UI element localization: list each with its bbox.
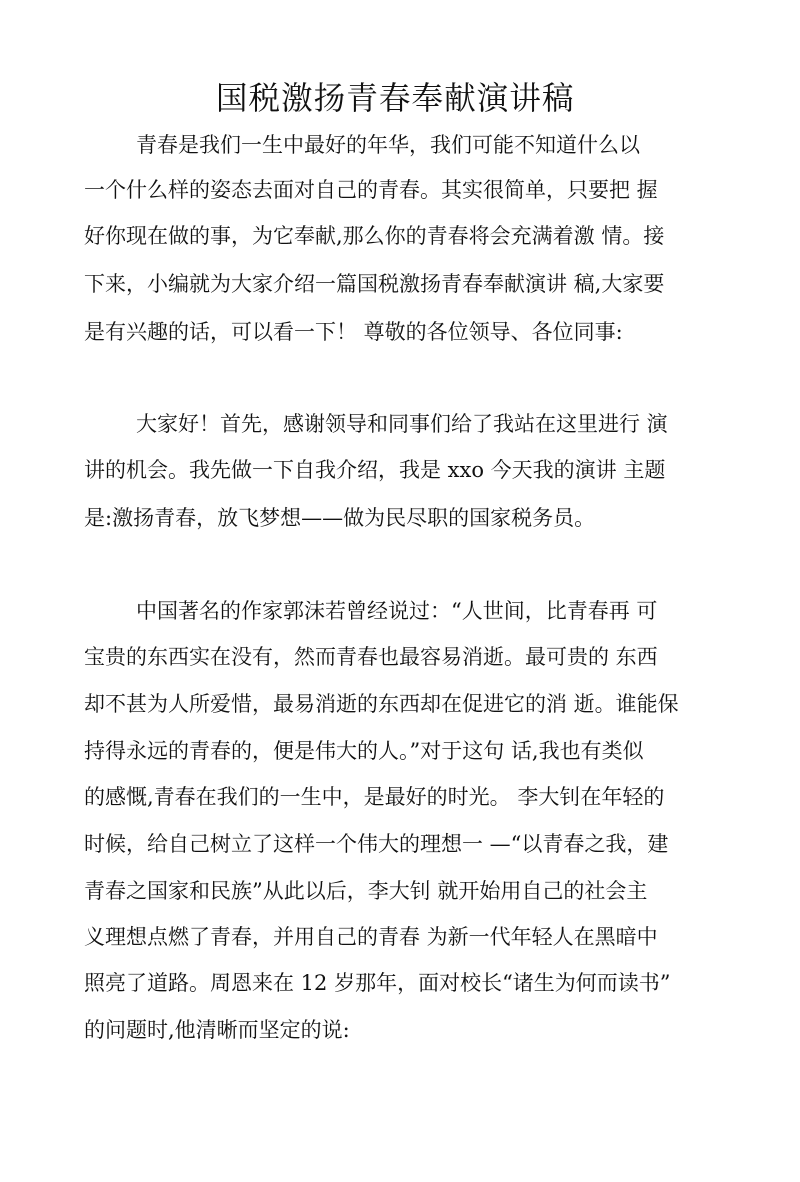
paragraph-line: 是:激扬青春，放飞梦想——做为民尽职的国家税务员。 [84,506,596,530]
paragraph-line: 好你现在做的事，为它奉献,那么你的青春将会充满着激 情。接 [84,224,665,248]
paragraph-line: 中国著名的作家郭沫若曾经说过：“人世间，比青春再 可 [136,599,658,623]
paragraph-line: 是有兴趣的话，可以看一下！ 尊敬的各位领导、各位同事: [84,320,623,344]
paragraph-line: 时候，给自己树立了这样一个伟大的理想一 —“以青春之我，建 [84,832,669,856]
paragraph-line: 的问题时,他清晰而坚定的说: [84,1018,350,1042]
document-title: 国税激扬青春奉献演讲稿 [215,79,575,117]
paragraph-line: 下来，小编就为大家介绍一篇国税激扬青春奉献演讲 稿,大家要 [84,272,665,296]
paragraph-line: 青春是我们一生中最好的年华，我们可能不知道什么以 [136,133,640,157]
paragraph-line: 一个什么样的姿态去面对自己的青春。其实很简单，只要把 握 [84,178,658,202]
paragraph-line: 讲的机会。我先做一下自我介绍，我是 xxo 今天我的演讲 主题 [84,458,666,482]
paragraph-line: 青春之国家和民族”从此以后，李大钊 就开始用自己的社会主 [84,879,648,903]
paragraph-line: 照亮了道路。周恩来在 12 岁那年，面对校长“诸生为何而读书” [84,971,671,995]
paragraph-line: 持得永远的青春的，便是伟大的人。”对于这句 话,我也有类似 [84,739,644,763]
paragraph-line: 宝贵的东西实在没有，然而青春也最容易消逝。最可贵的 东西 [84,645,658,669]
paragraph-line: 大家好！首先，感谢领导和同事们给了我站在这里进行 演 [136,412,668,436]
paragraph-line: 的感慨,青春在我们的一生中，是最好的时光。 李大钊在年轻的 [84,785,665,809]
paragraph-line: 却不甚为人所爱惜，最易消逝的东西却在促进它的消 逝。谁能保 [84,692,679,716]
paragraph-line: 义理想点燃了青春，并用自己的青春 为新一代年轻人在黑暗中 [84,925,658,949]
